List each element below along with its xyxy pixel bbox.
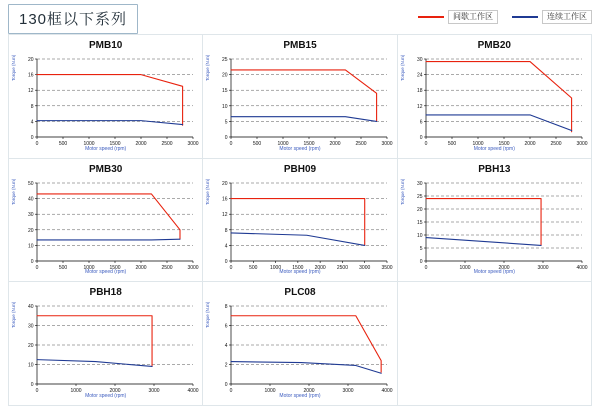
svg-text:2500: 2500 [550, 141, 562, 147]
svg-text:2000: 2000 [303, 388, 315, 395]
svg-text:4: 4 [225, 343, 228, 350]
legend-swatch-continuous [512, 16, 538, 18]
legend-item-intermittent [418, 10, 498, 24]
svg-text:16: 16 [27, 72, 34, 79]
plot-area [203, 177, 396, 277]
svg-text:1500: 1500 [292, 264, 304, 271]
plot-area [9, 300, 202, 400]
svg-text:2500: 2500 [161, 264, 173, 271]
svg-text:20: 20 [27, 227, 34, 234]
svg-text:20: 20 [27, 343, 34, 350]
svg-text:0: 0 [30, 382, 34, 389]
svg-text:2000: 2000 [524, 141, 536, 147]
legend-label-intermittent: 间歇工作区 [448, 10, 498, 24]
y-axis-label: Torque (N.m) [11, 302, 16, 329]
plot-area [203, 53, 396, 153]
svg-text:20: 20 [27, 57, 34, 63]
svg-text:1000: 1000 [70, 388, 82, 395]
svg-text:3000: 3000 [342, 388, 354, 395]
svg-text:0: 0 [35, 141, 39, 147]
svg-text:5: 5 [225, 119, 228, 126]
svg-text:8: 8 [225, 304, 228, 311]
svg-text:3000: 3000 [187, 141, 199, 147]
legend-item-continuous [512, 10, 592, 24]
x-axis-label: Motor speed (rpm) [85, 392, 127, 399]
svg-text:1000: 1000 [277, 141, 289, 147]
chart-title: PMB30 [88, 163, 123, 175]
svg-text:0: 0 [419, 258, 423, 265]
svg-text:1000: 1000 [472, 141, 484, 147]
series-continuous [231, 233, 365, 245]
svg-text:10: 10 [27, 243, 34, 250]
svg-text:24: 24 [416, 72, 423, 79]
chart-title: PMB20 [477, 40, 511, 51]
y-axis-label: Torque (N.m) [11, 54, 16, 81]
chart-title: PMB15 [283, 40, 317, 51]
svg-text:8: 8 [30, 103, 34, 110]
svg-text:6: 6 [419, 119, 423, 126]
svg-text:0: 0 [225, 258, 228, 265]
plot-area [9, 53, 202, 153]
chart-title: PBH09 [283, 163, 317, 175]
x-axis-label: Motor speed (rpm) [473, 269, 515, 276]
svg-text:4: 4 [225, 243, 228, 250]
svg-text:500: 500 [249, 264, 258, 271]
chart-cell-pmb20 [398, 35, 592, 159]
chart-grid [8, 34, 592, 406]
x-axis-label: Motor speed (rpm) [279, 269, 321, 276]
series-continuous [37, 360, 152, 367]
chart-title: PBH18 [89, 287, 122, 299]
svg-text:20: 20 [416, 206, 423, 213]
svg-text:2500: 2500 [161, 141, 173, 147]
svg-text:10: 10 [222, 103, 228, 110]
legend-swatch-intermittent [418, 16, 444, 18]
y-axis-label: Torque (N.m) [205, 54, 211, 81]
chart-cell-pbh13 [398, 159, 592, 283]
svg-text:30: 30 [27, 211, 34, 218]
series-continuous [37, 239, 180, 240]
plot-area [203, 300, 396, 400]
svg-text:12: 12 [416, 103, 423, 110]
svg-text:1000: 1000 [83, 141, 95, 147]
series-intermittent [231, 198, 365, 245]
chart-cell-pmb10 [9, 35, 203, 159]
svg-text:0: 0 [229, 388, 233, 395]
svg-text:30: 30 [27, 323, 34, 330]
series-intermittent [37, 75, 183, 126]
svg-text:3000: 3000 [537, 264, 549, 271]
svg-text:4000: 4000 [381, 388, 393, 395]
svg-text:0: 0 [229, 141, 233, 147]
y-axis-label: Torque (N.m) [11, 178, 16, 205]
svg-text:2000: 2000 [135, 264, 147, 271]
svg-text:30: 30 [416, 57, 423, 63]
svg-text:0: 0 [225, 135, 228, 141]
svg-text:4000: 4000 [187, 388, 199, 395]
chart-cell-empty [398, 282, 592, 406]
series-continuous [231, 117, 377, 122]
svg-text:0: 0 [35, 264, 39, 271]
svg-text:500: 500 [58, 264, 68, 271]
svg-text:15: 15 [416, 219, 423, 226]
svg-text:2500: 2500 [337, 264, 349, 271]
svg-text:500: 500 [447, 141, 456, 147]
legend-label-continuous: 连续工作区 [542, 10, 592, 24]
svg-text:0: 0 [30, 258, 34, 265]
svg-text:1500: 1500 [498, 141, 510, 147]
plot-area [398, 53, 591, 153]
svg-text:6: 6 [225, 323, 228, 330]
plot-area [9, 177, 202, 277]
svg-text:25: 25 [416, 193, 423, 200]
svg-text:15: 15 [222, 88, 228, 95]
svg-text:3500: 3500 [381, 264, 393, 271]
svg-text:12: 12 [222, 211, 228, 218]
chart-cell-plc08 [203, 282, 397, 406]
svg-text:0: 0 [419, 135, 423, 141]
svg-text:1000: 1000 [264, 388, 276, 395]
svg-text:20: 20 [222, 180, 228, 187]
x-axis-label: Motor speed (rpm) [279, 145, 321, 152]
svg-text:18: 18 [416, 88, 423, 95]
svg-text:1500: 1500 [303, 141, 315, 147]
svg-text:4000: 4000 [576, 264, 588, 271]
svg-text:1000: 1000 [83, 264, 95, 271]
svg-text:10: 10 [416, 232, 423, 239]
svg-text:16: 16 [222, 196, 228, 203]
svg-text:1000: 1000 [459, 264, 471, 271]
chart-title: PLC08 [284, 287, 316, 299]
svg-text:40: 40 [27, 196, 34, 203]
svg-text:10: 10 [27, 362, 34, 369]
x-axis-label: Motor speed (rpm) [279, 392, 321, 399]
svg-text:2000: 2000 [135, 141, 147, 147]
x-axis-label: Motor speed (rpm) [85, 145, 127, 152]
plot-area [398, 177, 591, 277]
svg-text:40: 40 [27, 304, 34, 311]
series-continuous [426, 237, 541, 245]
y-axis-label: Torque (N.m) [399, 178, 405, 205]
svg-text:50: 50 [27, 180, 34, 187]
chart-cell-pmb15 [203, 35, 397, 159]
sheet-header [0, 0, 600, 34]
svg-text:2500: 2500 [355, 141, 367, 147]
series-continuous [231, 362, 381, 374]
svg-text:0: 0 [35, 388, 39, 395]
svg-text:3000: 3000 [359, 264, 371, 271]
series-intermittent [37, 316, 152, 367]
legend [418, 10, 592, 24]
svg-text:500: 500 [58, 141, 68, 147]
x-axis-label: Motor speed (rpm) [85, 269, 127, 276]
svg-text:2: 2 [225, 362, 228, 369]
svg-text:1000: 1000 [270, 264, 282, 271]
svg-text:2000: 2000 [314, 264, 327, 271]
svg-text:3000: 3000 [187, 264, 199, 271]
svg-text:3000: 3000 [576, 141, 588, 147]
svg-text:1500: 1500 [109, 141, 121, 147]
y-axis-label: Torque (N.m) [205, 302, 211, 329]
svg-text:2000: 2000 [109, 388, 121, 395]
chart-cell-pbh09 [203, 159, 397, 283]
y-axis-label: Torque (N.m) [399, 54, 405, 81]
svg-text:2000: 2000 [498, 264, 510, 271]
svg-text:500: 500 [253, 141, 262, 147]
svg-text:0: 0 [229, 264, 233, 271]
series-intermittent [37, 194, 180, 239]
svg-text:20: 20 [222, 72, 228, 79]
chart-cell-pmb30 [9, 159, 203, 283]
svg-text:30: 30 [416, 180, 423, 187]
svg-text:2000: 2000 [329, 141, 341, 147]
x-axis-label: Motor speed (rpm) [473, 145, 515, 152]
svg-text:0: 0 [30, 135, 34, 141]
svg-text:3000: 3000 [148, 388, 160, 395]
page-title: 130框以下系列 [8, 4, 138, 34]
svg-text:25: 25 [222, 57, 228, 63]
svg-text:0: 0 [424, 264, 428, 271]
svg-text:5: 5 [419, 245, 423, 252]
svg-text:0: 0 [424, 141, 428, 147]
svg-text:3000: 3000 [381, 141, 393, 147]
series-intermittent [231, 316, 381, 373]
chart-title: PBH13 [478, 163, 511, 175]
svg-text:1500: 1500 [109, 264, 121, 271]
chart-title: PMB10 [88, 40, 123, 51]
svg-text:8: 8 [225, 227, 228, 234]
y-axis-label: Torque (N.m) [205, 178, 211, 205]
chart-cell-pbh18 [9, 282, 203, 406]
series-continuous [426, 115, 572, 131]
series-intermittent [231, 70, 377, 121]
svg-text:4: 4 [30, 119, 34, 126]
svg-text:12: 12 [27, 88, 34, 95]
svg-text:0: 0 [225, 382, 228, 389]
